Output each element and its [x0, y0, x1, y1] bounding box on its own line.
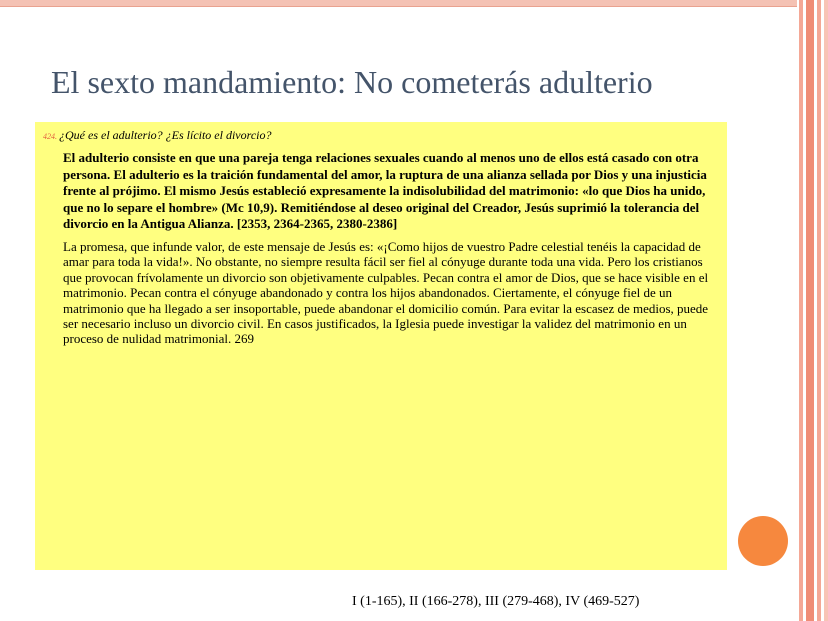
explanation-text: La promesa, que infunde valor, de este mensaje de Jesús es: «¡Como hijos de vuestro Padre celestial tenéis la capacidad de amar para toda la vida!». No obstante, no siempre resulta fácil ser fiel al cónyuge durante toda una vida. Pero los cristianos que provocan frívolamente un divorcio son objetivamente culpables. Pecan contra el amor de Dios, que se hace visible en el matrimonio. Pecan contra el cónyuge abandonado y contra los hijos abandonados. Ciertamente, el cónyuge fiel de un matrimonio que ha llegado a ser insoportable, puede abandonar el domicilio común. Para evitar la escasez de medios, puede ser necesario incluso un divorcio civil. En casos justificados, la Iglesia puede investigar la validez del matrimonio en un proceso de nulidad matrimonial. 269 [63, 238, 709, 347]
catechism-panel [35, 122, 727, 570]
slide-title: El sexto mandamiento: No cometerás adulterio [51, 64, 653, 100]
footer-references: I (1-165), II (166-278), III (279-468), IV (469-527) [352, 594, 640, 609]
question-text: ¿Qué es el adulterio? ¿Es lícito el divorcio? [59, 128, 272, 142]
question-line [43, 128, 717, 144]
decorative-side-stripes [797, 0, 828, 621]
question-number: 424. [43, 132, 57, 141]
orange-circle-decoration [738, 516, 788, 566]
answer-text: El adulterio consiste en que una pareja tenga relaciones sexuales cuando al menos uno de ellos está casado con otra persona. El adulterio es la traición fundamental del amor, la ruptura de una alianza sellada por Dios y una injusticia frente al prójimo. El mismo Jesús estableció expresamente la indisolubilidad del matrimonio: «lo que Dios ha unido, que no lo separe el hombre» (Mc 10,9). Remitiéndose al deseo original del Creador, Jesús suprimió la tolerancia del divorcio en la Antigua Alianza. [2353, 2364-2365, 2380-2386] [63, 150, 707, 232]
top-border [0, 0, 797, 7]
